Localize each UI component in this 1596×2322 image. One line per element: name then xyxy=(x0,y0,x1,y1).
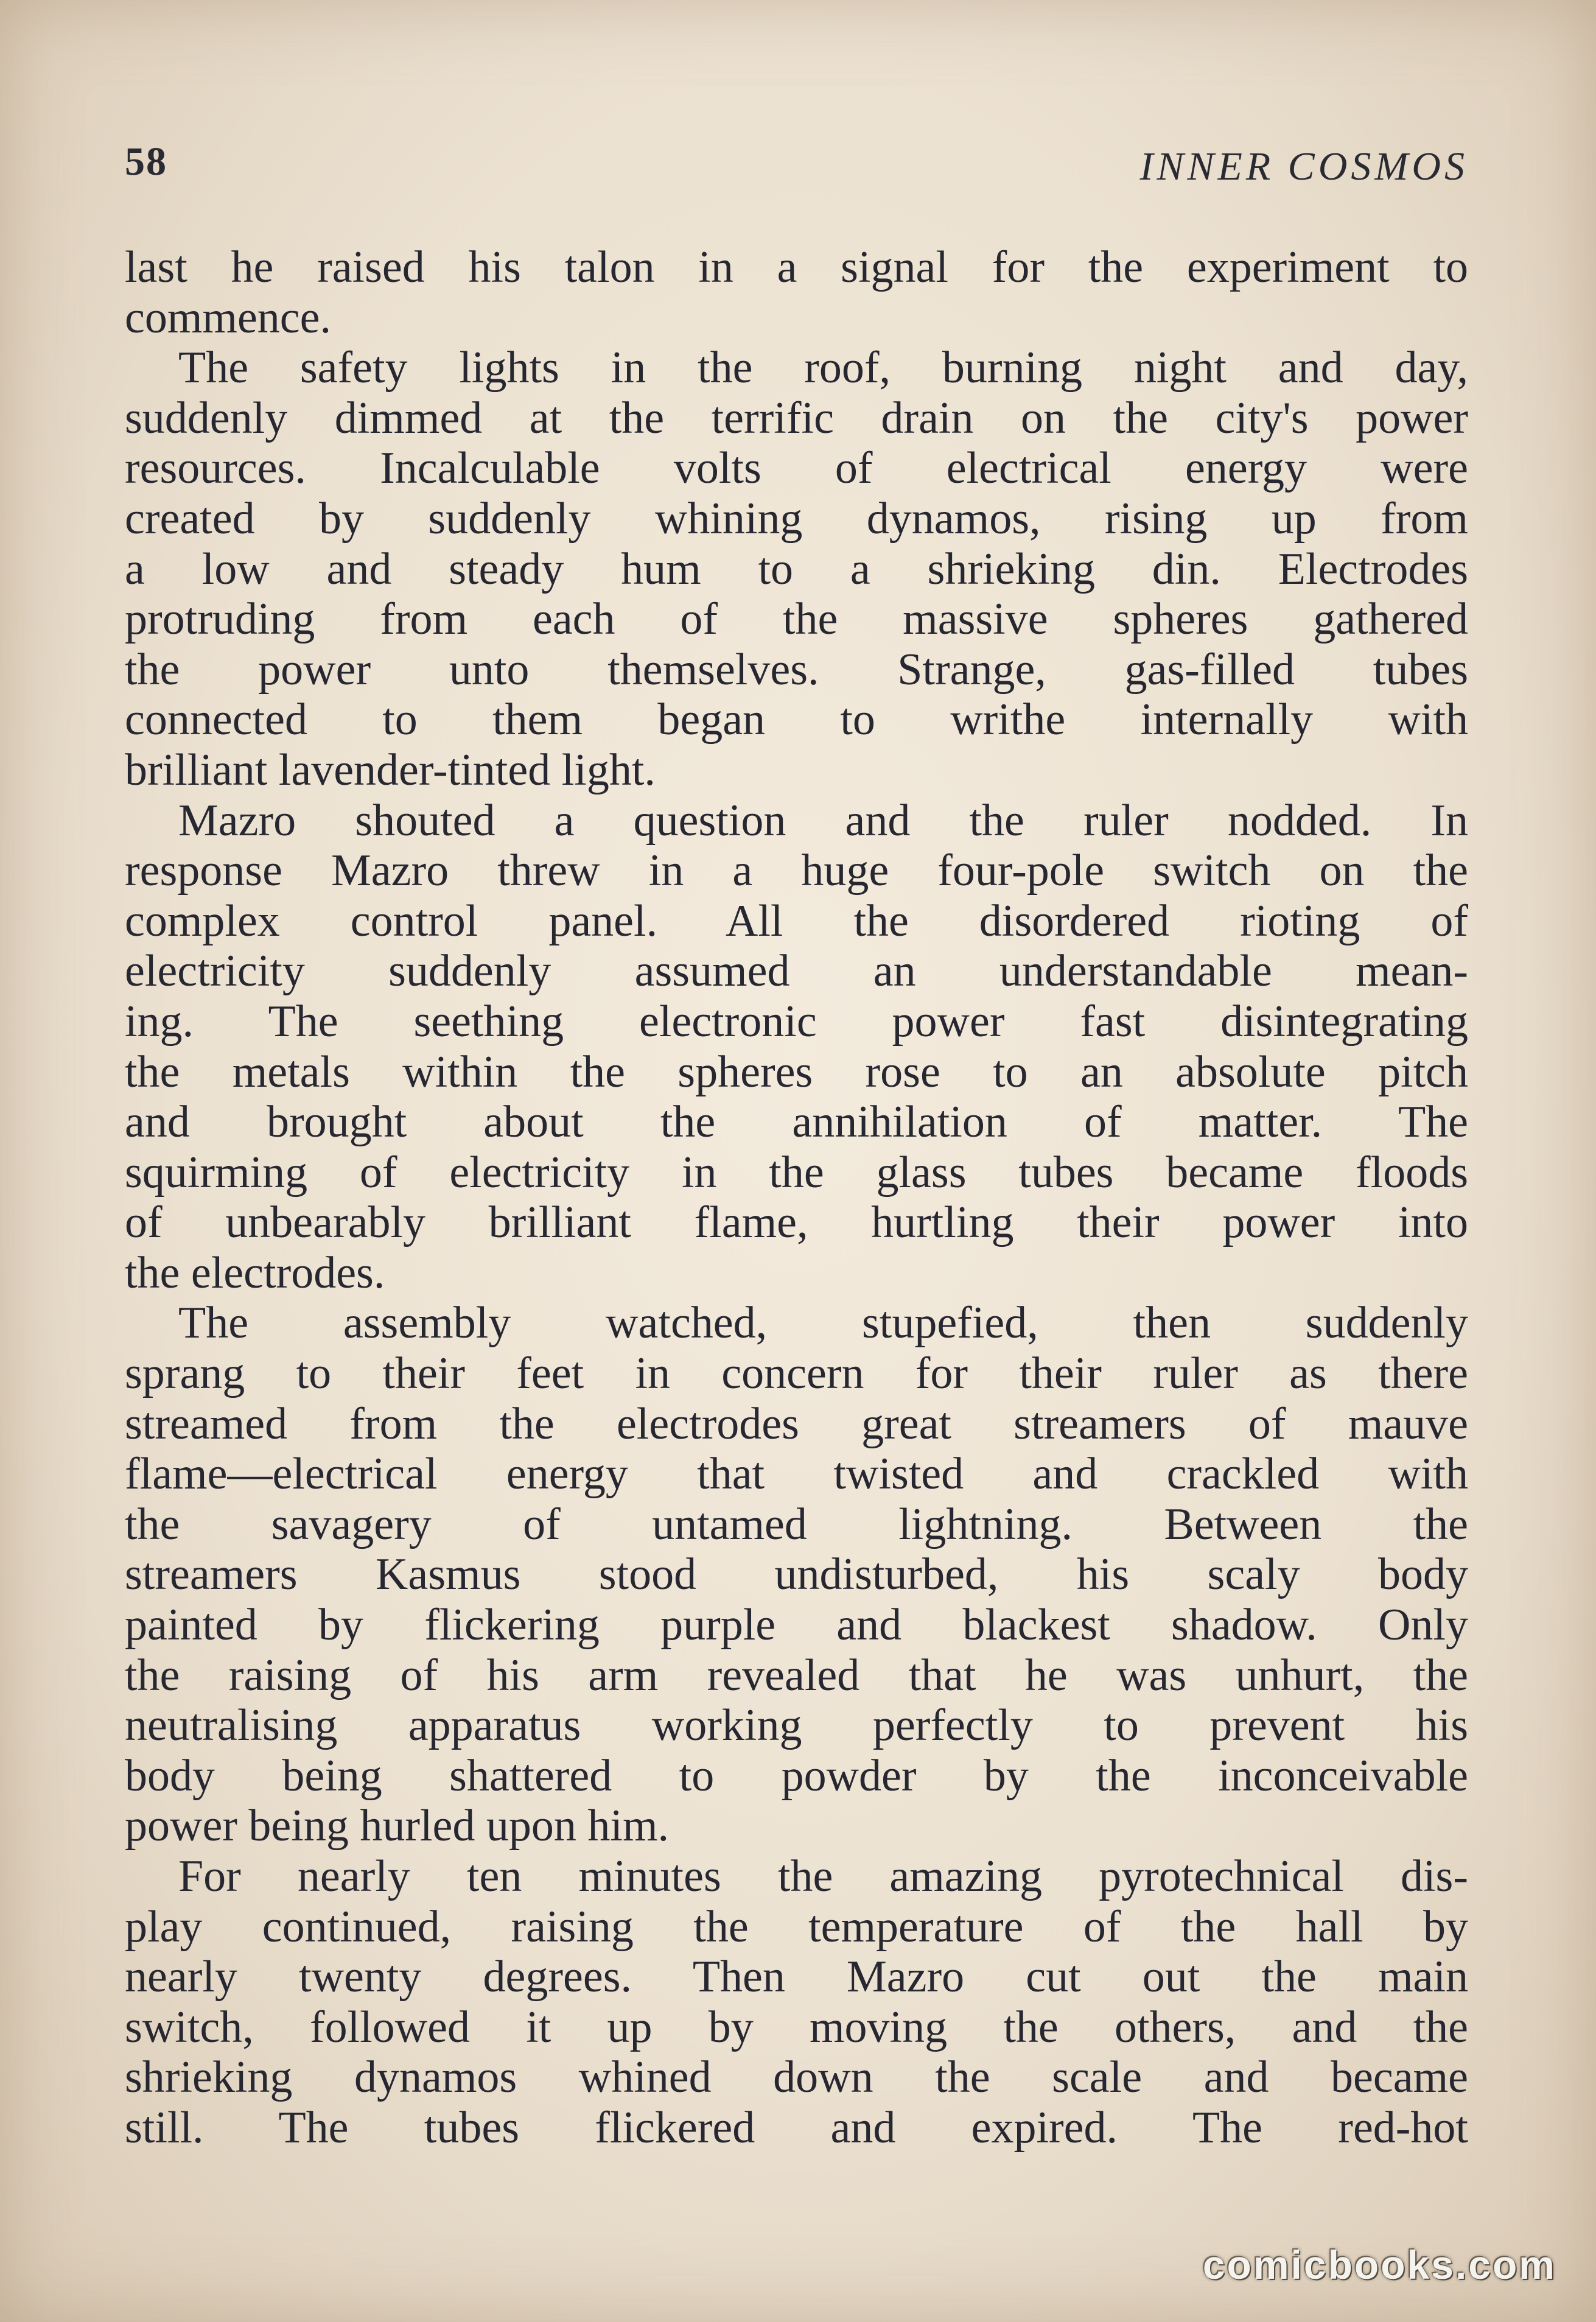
text-line: switch, followed it up by moving the others, and the xyxy=(125,2002,1468,2052)
text-line: play continued, raising the temperature of the hall by xyxy=(125,1901,1468,1952)
text-line: the metals within the spheres rose to an absolute pitch xyxy=(125,1047,1468,1097)
text-line: still. The tubes flickered and expired. The red-hot xyxy=(125,2102,1468,2153)
text-line: created by suddenly whining dynamos, rising up from xyxy=(125,493,1468,544)
text-line: The assembly watched, stupefied, then suddenly xyxy=(178,1298,1468,1349)
text-line: protruding from each of the massive spheres gathered xyxy=(125,594,1468,645)
running-title: INNER COSMOS xyxy=(1139,144,1468,189)
text-line: and brought about the annihilation of matter. The xyxy=(125,1097,1468,1148)
text-line: connected to them began to writhe internally with xyxy=(125,695,1468,745)
page-number: 58 xyxy=(125,139,167,184)
text-line: the raising of his arm revealed that he was unhurt, the xyxy=(125,1650,1468,1700)
page-header xyxy=(125,139,1468,194)
text-line: streamers Kasmus stood undisturbed, his scaly body xyxy=(125,1549,1468,1600)
text-line: shrieking dynamos whined down the scale and became xyxy=(125,2052,1468,2103)
text-line: flame—electrical energy that twisted and crackled with xyxy=(125,1449,1468,1499)
text-line: complex control panel. All the disordered rioting of xyxy=(125,896,1468,946)
text-line: electricity suddenly assumed an understandable mean- xyxy=(125,946,1468,997)
text-line: nearly twenty degrees. Then Mazro cut out the main xyxy=(125,1952,1468,2002)
text-line: commence. xyxy=(125,292,331,343)
text-line: resources. Incalculable volts of electrical energy were xyxy=(125,443,1468,494)
text-line: neutralising apparatus working perfectly to prevent his xyxy=(125,1700,1468,1751)
text-line: Mazro shouted a question and the ruler nodded. In xyxy=(178,795,1468,846)
text-line: last he raised his talon in a signal for the experiment to xyxy=(125,242,1468,292)
text-line: power being hurled upon him. xyxy=(125,1801,669,1851)
text-line: the power unto themselves. Strange, gas-filled tubes xyxy=(125,644,1468,695)
text-line: the electrodes. xyxy=(125,1247,385,1298)
text-line: sprang to their feet in concern for their ruler as there xyxy=(125,1349,1468,1399)
text-line: The safety lights in the roof, burning night and day, xyxy=(178,343,1468,393)
text-line: response Mazro threw in a huge four-pole switch on the xyxy=(125,846,1468,896)
text-line: of unbearably brilliant flame, hurtling their power into xyxy=(125,1198,1468,1248)
text-line: ing. The seething electronic power fast disintegrating xyxy=(125,996,1468,1047)
text-line: suddenly dimmed at the terrific drain on the city's power xyxy=(125,393,1468,443)
text-line: the savagery of untamed lightning. Between the xyxy=(125,1499,1468,1549)
text-line: brilliant lavender-tinted light. xyxy=(125,745,656,795)
text-line: painted by flickering purple and blackest shadow. Only xyxy=(125,1600,1468,1650)
body-text xyxy=(125,242,1468,2153)
watermark: comicbooks.com xyxy=(1202,2242,1556,2287)
text-line: For nearly ten minutes the amazing pyrotechnical dis- xyxy=(178,1851,1468,1901)
text-line: a low and steady hum to a shrieking din. Electrodes xyxy=(125,544,1468,594)
text-line: squirming of electricity in the glass tubes became floods xyxy=(125,1147,1468,1198)
text-line: body being shattered to powder by the inconceivable xyxy=(125,1750,1468,1801)
text-line: streamed from the electrodes great streamers of mauve xyxy=(125,1398,1468,1449)
